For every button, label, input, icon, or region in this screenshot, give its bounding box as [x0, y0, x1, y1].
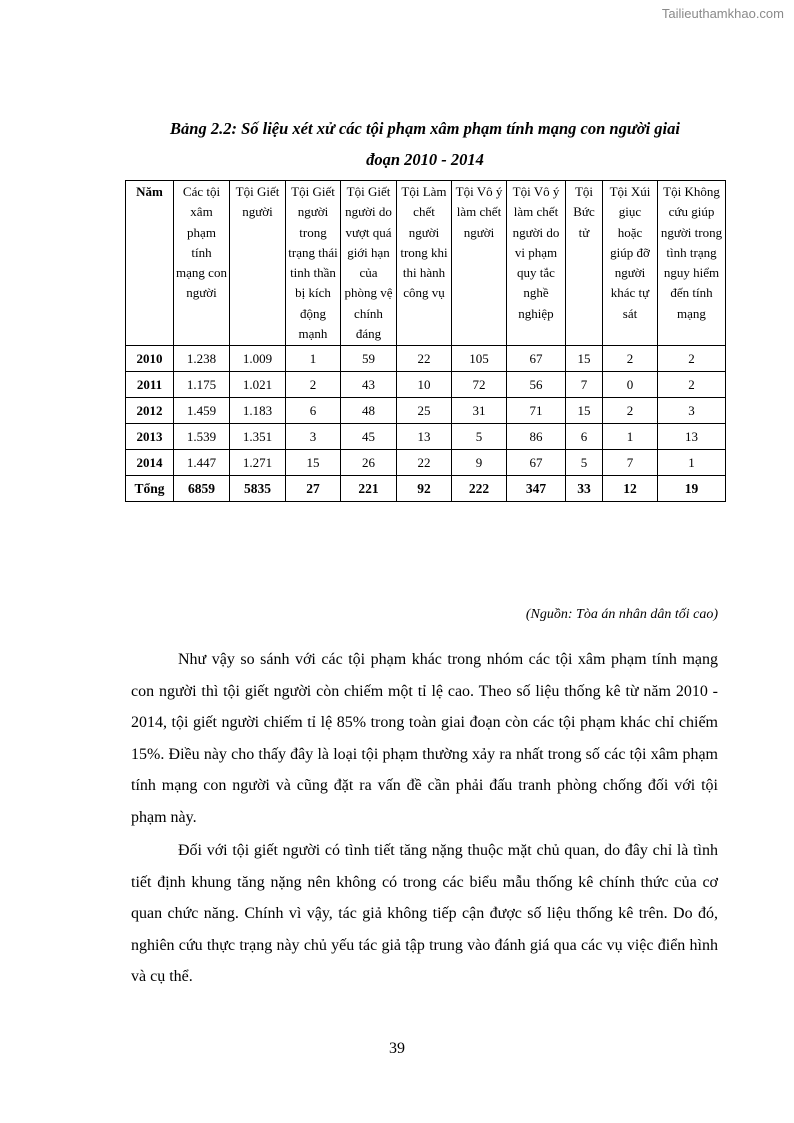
- header-assisted-suicide: Tội Xúi giục hoặc giúp đỡ người khác tự sát: [603, 181, 658, 346]
- row-label: 2012: [126, 398, 174, 424]
- table-cell: 221: [341, 476, 397, 502]
- table-cell: 0: [603, 372, 658, 398]
- header-death-on-duty: Tội Làm chết người trong khi thi hành công vụ: [397, 181, 452, 346]
- header-forced-suicide: Tội Bức tử: [566, 181, 603, 346]
- table-cell: 67: [507, 450, 566, 476]
- table-cell: 1.175: [174, 372, 230, 398]
- table-cell: 347: [507, 476, 566, 502]
- table-cell: 86: [507, 424, 566, 450]
- paragraph-1: [131, 644, 718, 833]
- table-cell: 3: [286, 424, 341, 450]
- table-cell: 1.539: [174, 424, 230, 450]
- row-label: Tổng: [126, 476, 174, 502]
- table-cell: 71: [507, 398, 566, 424]
- table-cell: 2: [603, 398, 658, 424]
- table-cell: 2: [658, 372, 726, 398]
- table-cell: 2: [603, 346, 658, 372]
- header-murder-provoked: Tội Giết người trong trạng thái tinh thần bị kích động mạnh: [286, 181, 341, 346]
- row-label: 2014: [126, 450, 174, 476]
- table-cell: 7: [566, 372, 603, 398]
- table-cell: 1.009: [230, 346, 286, 372]
- crime-statistics-table: [125, 180, 726, 502]
- table-cell: 19: [658, 476, 726, 502]
- header-total-crimes: Các tội xâm phạm tính mạng con người: [174, 181, 230, 346]
- table-cell: 56: [507, 372, 566, 398]
- paragraph-2: [131, 835, 718, 993]
- table-cell: 5835: [230, 476, 286, 502]
- caption-line-2: đoạn 2010 - 2014: [366, 150, 484, 169]
- table-cell: 1.238: [174, 346, 230, 372]
- table-cell: 1: [603, 424, 658, 450]
- watermark: Tailieuthamkhao.com: [661, 6, 784, 21]
- table-row: [126, 450, 726, 476]
- table-cell: 105: [452, 346, 507, 372]
- table-row: [126, 372, 726, 398]
- table-cell: 48: [341, 398, 397, 424]
- row-label: 2011: [126, 372, 174, 398]
- table-cell: 6: [286, 398, 341, 424]
- table-cell: 27: [286, 476, 341, 502]
- header-year: Năm: [126, 181, 174, 346]
- table-cell: 222: [452, 476, 507, 502]
- paragraph-1-text: Như vậy so sánh với các tội phạm khác trong nhóm các tội xâm phạm tính mạng con người thì tội giết người còn chiếm một tỉ lệ cao. Theo số liệu thống kê từ năm 2010 - 2014, tội giết người chiếm tỉ lệ 85% trong toàn giai đoạn còn các tội phạm khác chỉ chiếm 15%. Điều này cho thấy đây là loại tội phạm thường xảy ra nhất trong số các tội xâm phạm tính mạng con người và cũng đặt ra vấn đề cần phải đấu tranh phòng chống đối với tội phạm này.: [131, 651, 718, 826]
- table-row: [126, 398, 726, 424]
- table-cell: 13: [658, 424, 726, 450]
- row-label: 2010: [126, 346, 174, 372]
- table-cell: 15: [286, 450, 341, 476]
- table-cell: 1.021: [230, 372, 286, 398]
- table-cell: 31: [452, 398, 507, 424]
- table-cell: 45: [341, 424, 397, 450]
- header-failure-to-rescue: Tội Không cứu giúp người trong tình trạng nguy hiểm đến tính mạng: [658, 181, 726, 346]
- table-cell: 22: [397, 346, 452, 372]
- table-cell: 22: [397, 450, 452, 476]
- header-murder-self-defense: Tội Giết người do vượt quá giới hạn của phòng vệ chính đáng: [341, 181, 397, 346]
- table-cell: 6859: [174, 476, 230, 502]
- table-cell: 12: [603, 476, 658, 502]
- table-cell: 1.271: [230, 450, 286, 476]
- header-negligent-homicide: Tội Vô ý làm chết người: [452, 181, 507, 346]
- table-cell: 1: [658, 450, 726, 476]
- table-cell: 1: [286, 346, 341, 372]
- header-murder: Tội Giết người: [230, 181, 286, 346]
- table-cell: 9: [452, 450, 507, 476]
- table-cell: 26: [341, 450, 397, 476]
- table-cell: 25: [397, 398, 452, 424]
- table-cell: 43: [341, 372, 397, 398]
- row-label: 2013: [126, 424, 174, 450]
- table-cell: 5: [566, 450, 603, 476]
- table-cell: 1.459: [174, 398, 230, 424]
- paragraph-2-text: Đối với tội giết người có tình tiết tăng nặng thuộc mặt chủ quan, do đây chỉ là tình tiết định khung tăng nặng nên không có trong các biểu mẫu thống kê chính thức của cơ quan chức năng. Chính vì vậy, tác giả không tiếp cận được số liệu thống kê trên. Do đó, nghiên cứu thực trạng này chủ yếu tác giả tập trung vào đánh giá qua các vụ việc điển hình và cụ thể.: [131, 842, 718, 985]
- table-cell: 59: [341, 346, 397, 372]
- table-cell: 3: [658, 398, 726, 424]
- table-cell: 72: [452, 372, 507, 398]
- page-number: 39: [389, 1040, 405, 1057]
- table-cell: 1.351: [230, 424, 286, 450]
- table-header-row: [126, 181, 726, 346]
- table-cell: 15: [566, 398, 603, 424]
- table-cell: 10: [397, 372, 452, 398]
- table-cell: 33: [566, 476, 603, 502]
- table-cell: 15: [566, 346, 603, 372]
- header-professional-negligence: Tội Vô ý làm chết người do vi phạm quy tắc nghề nghiệp: [507, 181, 566, 346]
- table-cell: 6: [566, 424, 603, 450]
- table-cell: 92: [397, 476, 452, 502]
- table-row: [126, 424, 726, 450]
- table-cell: 1.447: [174, 450, 230, 476]
- table-cell: 13: [397, 424, 452, 450]
- table-cell: 67: [507, 346, 566, 372]
- total-row: [126, 476, 726, 502]
- table-cell: 7: [603, 450, 658, 476]
- table-cell: 1.183: [230, 398, 286, 424]
- table-row: [126, 346, 726, 372]
- table-cell: 2: [286, 372, 341, 398]
- caption-line-1: Bảng 2.2: Số liệu xét xử các tội phạm xâm phạm tính mạng con người giai: [170, 119, 680, 138]
- table-source: (Nguồn: Tòa án nhân dân tối cao): [525, 607, 718, 622]
- table-cell: 5: [452, 424, 507, 450]
- table-cell: 2: [658, 346, 726, 372]
- table-caption: [125, 113, 725, 175]
